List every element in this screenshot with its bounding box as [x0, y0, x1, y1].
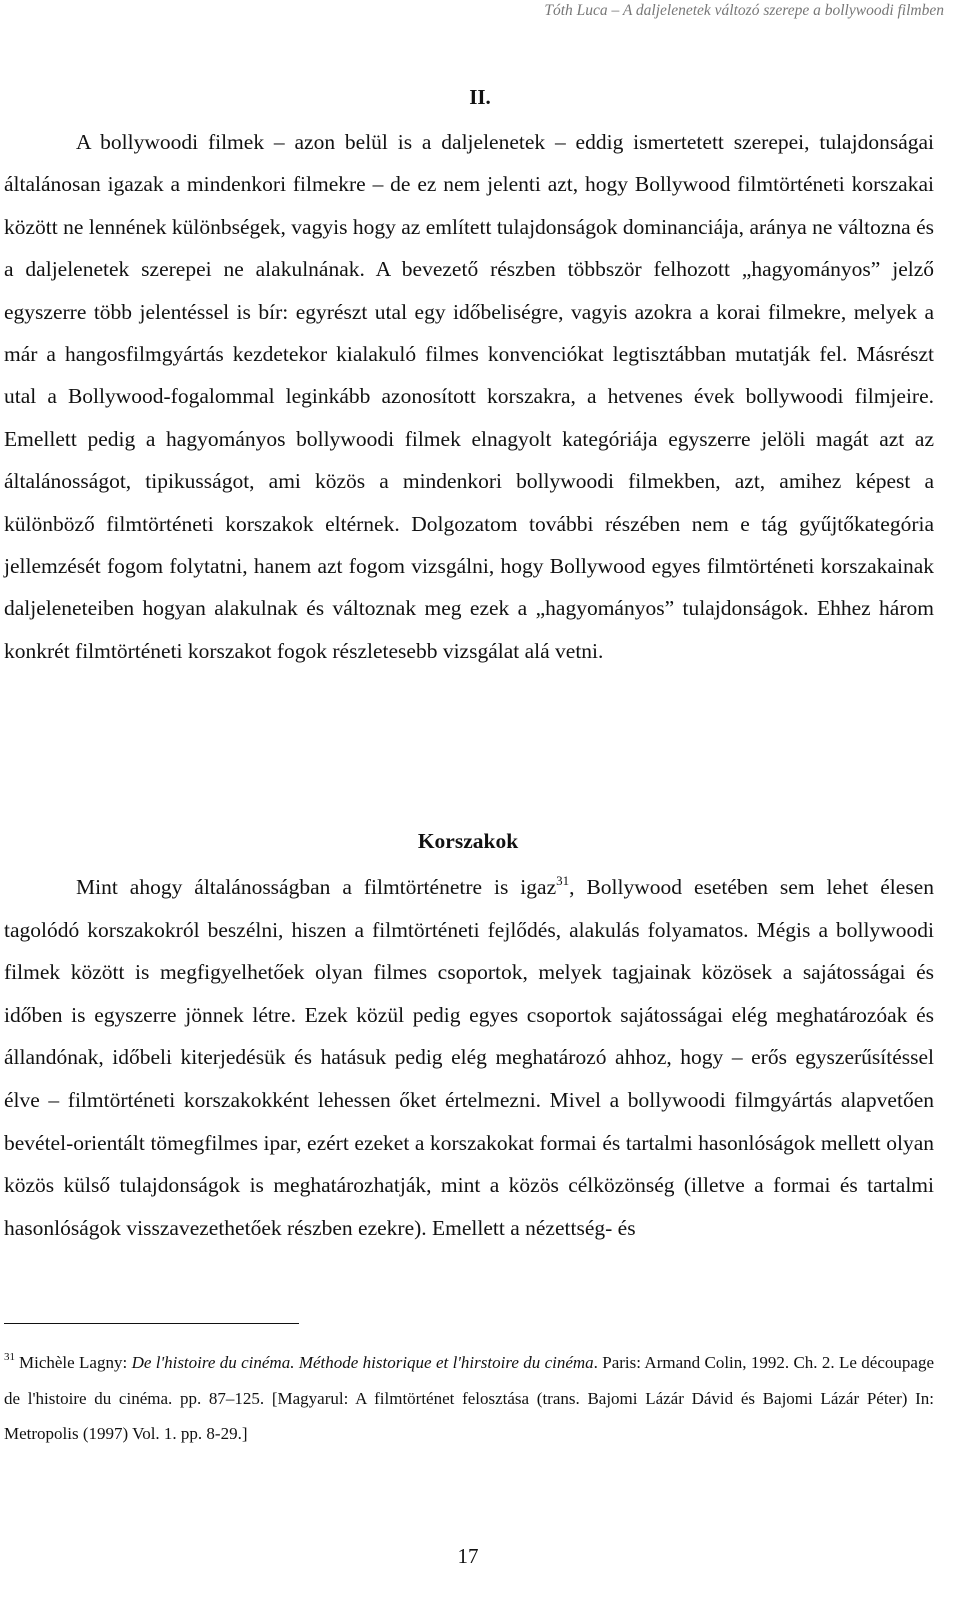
paragraph-periods: [4, 866, 934, 1249]
footnote-book-title: De l'histoire du cinéma. Méthode historique et l'hirstoire du cinéma: [131, 1353, 594, 1372]
paragraph-intro: [4, 121, 934, 672]
paragraph-periods-text-rest: , Bollywood esetében sem lehet élesen tagolódó korszakokról beszélni, hiszen a filmtörténeti fejlődés, alakulás folyamatos. Mégis a bollywoodi filmek között is megfigyelhetőek olyan filmes csoportok, melyek tagjainak közösek a sajátosságai és időben is egyszerre jönnek létre. Ezek közül pedig egyes csoportok sajátosságai elég meghatározóak és állandónak, időbeli kiterjedésük és hatásuk pedig elég meghatározó ahhoz, hogy – erős egyszerűsítéssel élve – filmtörténeti korszakokként lehessen őket értelmezni. Mivel a bollywoodi filmgyártás alapvetően bevétel-orientált tömegfilmes ipar, ezért ezeket a korszakokat formai és tartalmi hasonlóságok mellett olyan közös külső tulajdonságok is meghatározhatják, mint a közös célközönség (illetve a formai és tartalmi hasonlóságok visszavezethetőek részben ezekre). Emellett a nézettség- és: [4, 875, 934, 1240]
footnote-reference[interactable]: 31: [556, 873, 570, 888]
footnote-separator: [4, 1323, 299, 1324]
section-number: II.: [469, 85, 491, 109]
page-number: 17: [457, 1544, 479, 1568]
section-heading: Korszakok: [417, 829, 519, 853]
footnote-number: 31: [4, 1351, 15, 1363]
running-header: Tóth Luca – A daljelenetek változó szerepe a bollywoodi filmben: [544, 2, 944, 19]
footnote-citation-rest: . Paris: Armand Colin, 1992. Ch. 2. Le découpage de l'histoire du cinéma. pp. 87–125. [Magyarul: A filmtörténet felosztása (trans. Bajomi Lázár Dávid és Bajomi Lázár Péter) In: Metropolis (1997) Vol. 1. pp. 8-29.]: [4, 1353, 934, 1444]
paragraph-periods-text-start: Mint ahogy általánosságban a filmtörténetre is igaz: [76, 875, 557, 899]
footnote: [4, 1345, 934, 1452]
paragraph-intro-text: A bollywoodi filmek – azon belül is a daljelenetek – eddig ismertetett szerepei, tulajdonságai általánosan igazak a mindenkori filmekre – de ez nem jelenti azt, hogy Bollywood filmtörténeti korszakai között ne lennének különbségek, vagyis hogy az említett tulajdonságok dominanciája, aránya ne változna és a daljelenetek szerepei ne alakulnának. A bevezető részben többször felhozott „hagyományos” jelző egyszerre több jelentéssel is bír: egyrészt utal egy időbeliségre, vagyis azokra a korai filmekre, melyek a már a hangosfilmgyártás kezdetekor kialakuló filmes konvenciókat legtisztábban mutatják fel. Másrészt utal a Bollywood-fogalommal leginkább azonosított korszakra, a hetvenes évek bollywoodi filmjeire. Emellett pedig a hagyományos bollywoodi filmek elnagyolt kategóriája egyszerre jelöli magát azt az általánosságot, tipikusságot, ami közös a mindenkori bollywoodi filmekben, azt, amihez képest a különböző filmtörténeti korszakok eltérnek. Dolgozatom további részében nem e tág gyűjtőkategória jellemzését fogom folytatni, hanem azt fogom vizsgálni, hogy Bollywood egyes filmtörténeti korszakainak daljeleneteiben hogyan alakulnak és változnak meg ezek a „hagyományos” tulajdonságok. Ehhez három konkrét filmtörténeti korszakot fogok részletesebb vizsgálat alá vetni.: [4, 130, 934, 663]
footnote-author: Michèle Lagny:: [19, 1353, 132, 1372]
